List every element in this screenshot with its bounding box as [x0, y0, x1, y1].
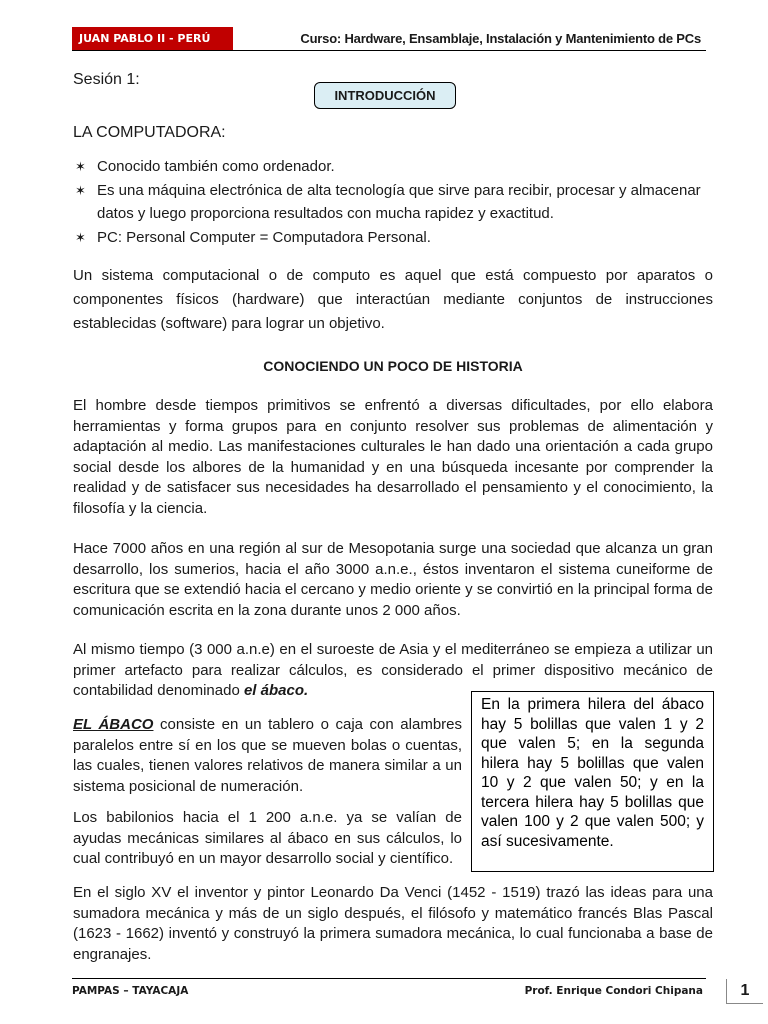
- bullet-item: [75, 155, 715, 178]
- star-bullet-icon: ✶: [75, 159, 86, 174]
- abacus-rows-note-box: En la primera hilera del ábaco hay 5 bolillas que valen 1 y 2 que valen 5; en la segunda hilera hay 5 bolillas que valen 10 y 2 que valen 50; y en la tercera hilera hay 5 bolillas que valen 100 y 2 que valen 500; y así sucesivamente.: [471, 691, 714, 872]
- paragraph-primitive-man: El hombre desde tiempos primitivos se enfrentó a diversas dificultades, por ello elabora herramientas y forma grupos para en conjunto resolver sus problemas de alimentación y adaptación al medio. Las manifestaciones culturales le han dado una orientación a cada grupo social desde los albores de la humanidad y en una búsqueda incesante por comprender la realidad y de satisfacer sus necesidades ha desarrollado el pensamiento y el conocimiento, la filosofía y la ciencia.: [73, 397, 713, 517]
- bullet-item: [75, 179, 715, 225]
- bullet-text: Es una máquina electrónica de alta tecnología que sirve para recibir, procesar y almacenar datos y luego proporciona resultados con mucha rapidez y exactitud.: [97, 182, 701, 222]
- header-institution-badge: JUAN PABLO II - PERÚ: [72, 27, 233, 50]
- star-bullet-icon: ✶: [75, 230, 86, 245]
- paragraph-computer-system: Un sistema computacional o de computo es aquel que está compuesto por aparatos o componentes físicos (hardware) que interactúan mediante conjuntos de instrucciones establecidas (software) para lograr un objetivo.: [73, 267, 713, 332]
- footer-location: PAMPAS – TAYACAJA: [72, 985, 189, 997]
- paragraph-sumerians: Hace 7000 años en una región al sur de Mesopotania surge una sociedad que alcanza un gran desarrollo, los sumerios, hacia el año 3000 a.n.e., éstos inventaron el sistema cuneiforme de escritura que se extendió hacia el cercano y medio oriente y se convirtió en la principal forma de comunicación escrita en la zona durante unos 2 000 años.: [73, 540, 713, 619]
- abacus-definition-text: consiste en un tablero o caja con alambres paralelos entre sí en los que se mueven bolas o cuentas, las cuales, tienen valores relativos de manera similar a un sistema posicional de numeración.: [73, 716, 462, 795]
- introduction-heading-box: INTRODUCCIÓN: [314, 82, 456, 109]
- computer-title-colon: :: [221, 124, 226, 141]
- bullet-item: [75, 226, 715, 249]
- abacus-intro-bold: el ábaco.: [243, 682, 309, 699]
- paragraph-babylonians: Los babilonios hacia el 1 200 a.n.e. ya se valían de ayudas mecánicas similares al ábaco en sus cálculos, lo cual contribuyó en un mayor desarrollo social y científico.: [73, 809, 462, 867]
- header-divider: [72, 50, 706, 51]
- header-course-title: Curso: Hardware, Ensamblaje, Instalación y Mantenimiento de PCs: [300, 31, 701, 46]
- computer-section-title: [73, 123, 226, 143]
- history-section-title: CONOCIENDO UN POCO DE HISTORIA: [263, 358, 523, 374]
- star-bullet-icon: ✶: [75, 183, 86, 198]
- computer-title-text: LA COMPUTADORA: [73, 124, 222, 141]
- paragraph-da-vinci-pascal: En el siglo XV el inventor y pintor Leonardo Da Venci (1452 - 1519) trazó las ideas para una sumadora mecánica y más de un siglo después, el filósofo y matemático francés Blas Pascal (1623 - 1662) inventó y construyó la primera sumadora mecánica, lo cual funcionaba a base de engranajes.: [73, 884, 713, 963]
- footer-divider: [72, 978, 706, 979]
- bullet-text: PC: Personal Computer = Computadora Personal.: [97, 229, 431, 246]
- session-label: Sesión 1:: [73, 71, 140, 88]
- abacus-intro-text: Al mismo tiempo (3 000 a.n.e) en el suroeste de Asia y el mediterráneo se empieza a utilizar un primer artefacto para realizar cálculos, es considerado el primer dispositivo mecánico de contabilidad denominado: [73, 641, 713, 699]
- abacus-term: EL ÁBACO: [73, 716, 154, 733]
- paragraph-abacus-definition: [73, 715, 462, 797]
- page-number: 1: [726, 979, 763, 1004]
- footer-author: Prof. Enrique Condori Chipana: [524, 985, 703, 997]
- bullet-text: Conocido también como ordenador.: [97, 158, 335, 175]
